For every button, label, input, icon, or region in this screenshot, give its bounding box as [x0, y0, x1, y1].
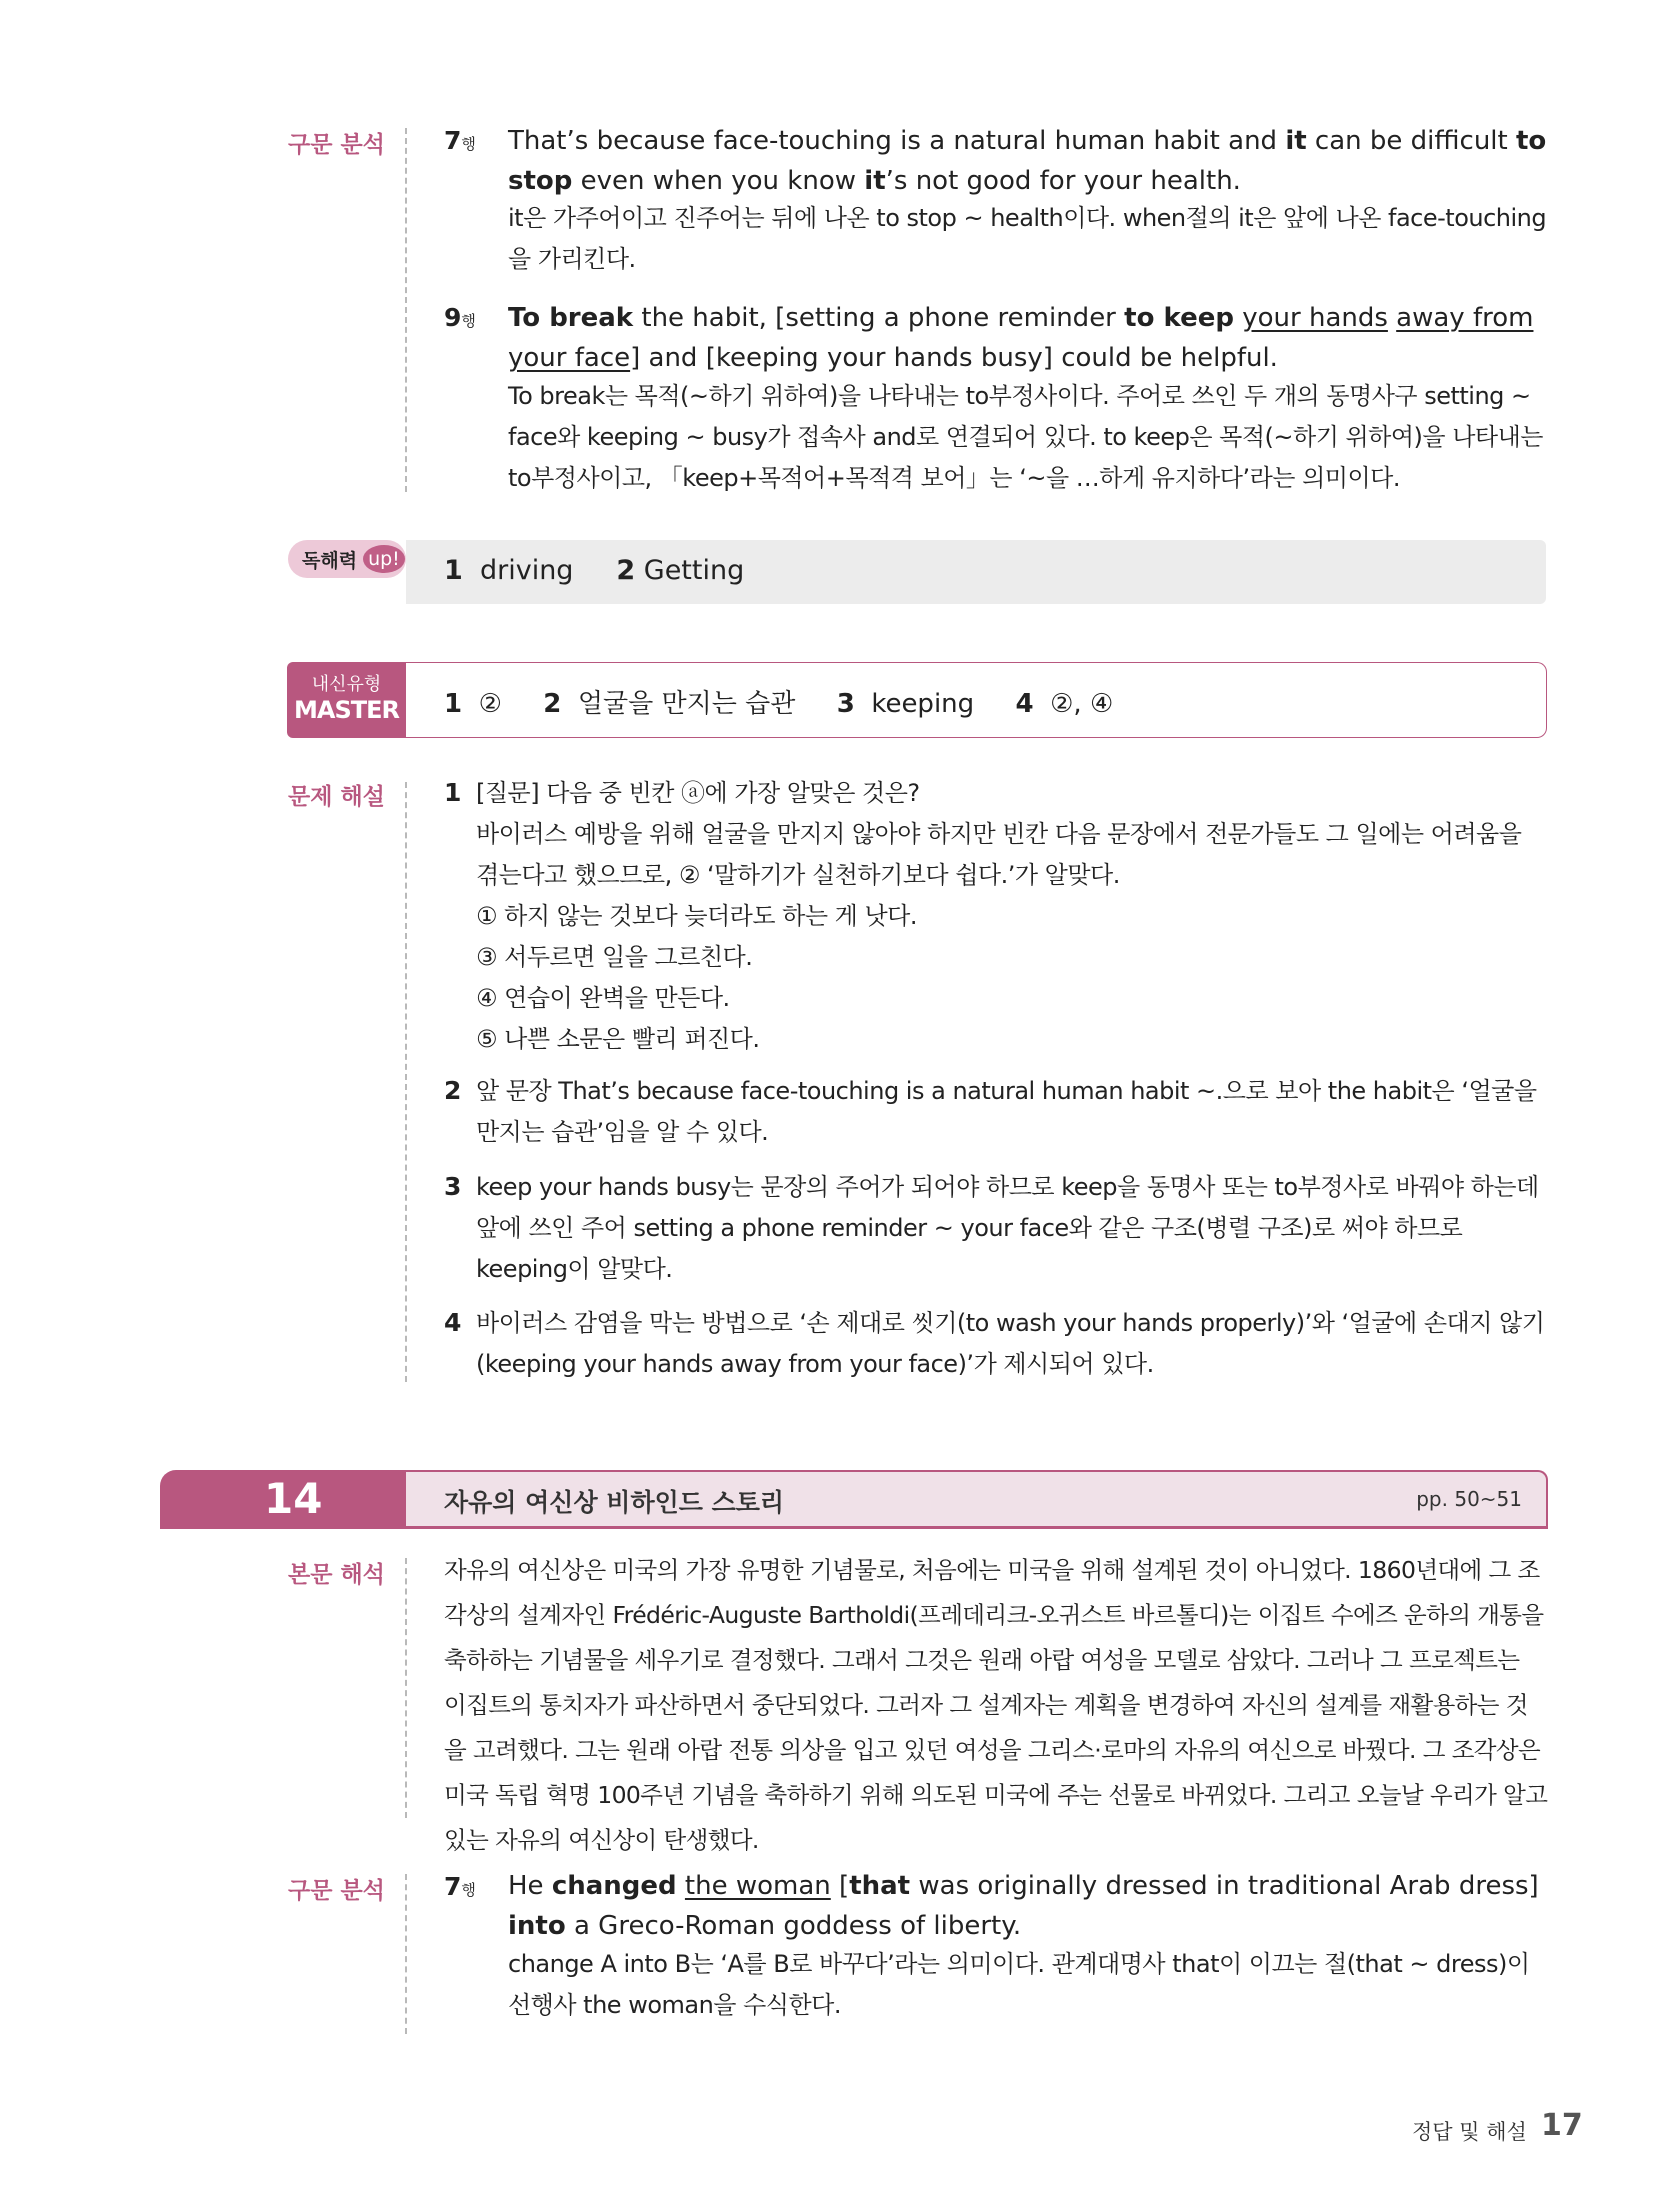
page-number: 17 [1541, 2108, 1583, 2143]
syntax-explanation: it은 가주어이고 진주어는 뒤에 나온 to stop ~ health이다. when절의 it은 앞에 나온 face-touching을 가리킨다. [508, 204, 1547, 273]
divider-line [405, 1558, 407, 1818]
section-title-bar [406, 1470, 1548, 1528]
problem-question: [질문] 다음 중 빈칸 ⓐ에 가장 알맞은 것은? [476, 779, 920, 807]
syntax-explanation: To break는 목적(~하기 위하여)을 나타내는 to부정사이다. 주어로 쓰인 두 개의 동명사구 setting ~ face와 keeping ~ busy가 접속사 and로 연결되어 있다. to keep은 목적(~하기 위하여)을 나타내는 to부정사이고, 「keep+목적어+목적격 보어」는 ‘~을 …하게 유지하다’라는 의미이다. [508, 382, 1543, 492]
problem-number: 2 [444, 1076, 462, 1105]
line-number: 7행 [444, 1872, 476, 1901]
problem-option: ⑤ 나쁜 소문은 빨리 퍼진다. [476, 1025, 760, 1053]
syntax-explanation: change A into B는 ‘A를 B로 바꾸다’라는 의미이다. 관계대명사 that이 이끄는 절(that ~ dress)이 선행사 the woman을 수식한다. [508, 1950, 1530, 2019]
section-label-syntax: 구문 분석 [288, 1878, 385, 1904]
problem-explanation: keep your hands busy는 문장의 주어가 되어야 하므로 keep을 동명사 또는 to부정사로 바꿔야 하는데 앞에 쓰인 주어 setting a phone reminder ~ your face와 같은 구조(병렬 구조)로 써야 하므로 keeping이 알맞다. [476, 1173, 1539, 1283]
master-tag-line1: 내신유형 [311, 674, 382, 695]
problem-option: ③ 서두르면 일을 그르친다. [476, 943, 753, 971]
problem-explanation: 바이러스 감염을 막는 방법으로 ‘손 제대로 씻기(to wash your hands properly)’와 ‘얼굴에 손대지 않기(keeping your hands away from your face)’가 제시되어 있다. [476, 1309, 1545, 1378]
line-number: 9행 [444, 303, 476, 332]
problem-explanation: 앞 문장 That’s because face-touching is a natural human habit ~.으로 보아 the habit은 ‘얼굴을 만지는 습관’임을 알 수 있다. [476, 1077, 1537, 1146]
problem-explanation: 바이러스 예방을 위해 얼굴을 만지지 않아야 하지만 빈칸 다음 문장에서 전문가들도 그 일에는 어려움을 겪는다고 했으므로, ② ‘말하기가 실천하기보다 쉽다.’가 알맞다. [476, 820, 1522, 889]
section-label-translation: 본문 해석 [288, 1562, 385, 1588]
section-number-tab [160, 1470, 406, 1528]
syntax-sentence: To break the habit, [setting a phone reminder to keep your hands away from your face] and [keeping your hands busy] could be helpful. [508, 303, 1534, 373]
problem-number: 4 [444, 1308, 462, 1337]
up-badge: up! [363, 545, 405, 573]
problem-option: ④ 연습이 완벽을 만든다. [476, 984, 730, 1012]
section-label-syntax: 구문 분석 [288, 132, 385, 158]
section-number: 14 [264, 1474, 323, 1523]
problem-number: 3 [444, 1172, 462, 1201]
footer-label: 정답 및 해설 [1412, 2120, 1527, 2144]
reading-up-tag [288, 540, 406, 578]
problem-number: 1 [444, 778, 462, 807]
page-reference: pp. 50~51 [1416, 1487, 1522, 1511]
reading-up-label: 독해력 [302, 549, 358, 572]
divider-line [405, 1874, 407, 2034]
reading-up-answers: 1 driving 2 Getting [444, 555, 745, 586]
syntax-sentence: That’s because face-touching is a natural human habit and it can be difficult to stop even when you know it’s not good for your health. [508, 126, 1547, 196]
master-tag [287, 662, 406, 738]
problem-option: ① 하지 않는 것보다 늦더라도 하는 게 낫다. [476, 902, 917, 930]
section-label-problem: 문제 해설 [288, 784, 385, 810]
master-answers: 1 ② 2 얼굴을 만지는 습관 3 keeping 4 ②, ④ [444, 689, 1114, 719]
translation-text: 자유의 여신상은 미국의 가장 유명한 기념물로, 처음에는 미국을 위해 설계된 것이 아니었다. 1860년대에 그 조각상의 설계자인 Frédéric-Auguste Bartholdi(프레데리크-오귀스트 바르톨디)는 이집트 수에즈 운하의 개통을 축하하는 기념물을 세우기로 결정했다. 그래서 그것은 원래 아랍 여성을 모델로 삼았다. 그러나 그 프로젝트는 이집트의 통치자가 파산하면서 중단되었다. 그러자 그 설계자는 계획을 변경하여 자신의 설계를 재활용하는 것을 고려했다. 그는 원래 아랍 전통 의상을 입고 있던 여성을 그리스·로마의 자유의 여신으로 바꿨다. 그 조각상은 미국 독립 혁명 100주년 기념을 축하하기 위해 의도된 미국에 주는 선물로 바뀌었다. 그리고 오늘날 우리가 알고 있는 자유의 여신상이 탄생했다. [444, 1556, 1548, 1854]
master-tag-line2: MASTER [294, 696, 399, 724]
divider-line [405, 782, 407, 1382]
section-underline [160, 1526, 1548, 1529]
divider-line [405, 128, 407, 492]
syntax-sentence: He changed the woman [that was originally dressed in traditional Arab dress] into a Greco-Roman goddess of liberty. [508, 1871, 1539, 1941]
line-number: 7행 [444, 126, 476, 155]
section-title: 자유의 여신상 비하인드 스토리 [444, 1488, 785, 1517]
